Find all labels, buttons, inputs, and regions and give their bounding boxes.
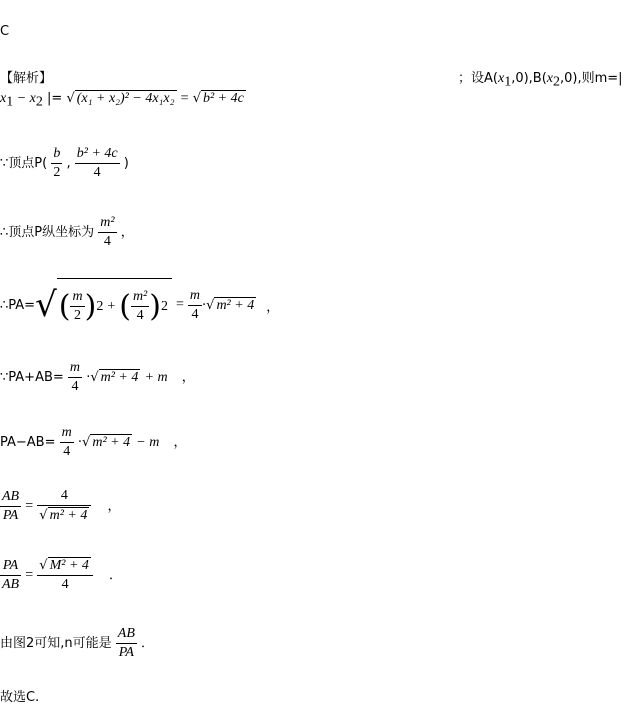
header-right-text: ；设$A(x_1,0),B(x_2,0)$,则m=| xyxy=(458,71,623,90)
final-answer: 故选C. xyxy=(0,690,40,705)
conclusion-line: 由图2可知,n可能是 $\frac{AB}{PA}$ ． xyxy=(0,626,155,660)
pa-plus-ab-line: ∵PA+AB= $\frac{m}{4}$ ·√ m² + 4 + m ， xyxy=(0,360,195,394)
analysis-label: 【解析】 xyxy=(0,71,53,86)
ratio-ab-pa: $\frac{AB}{PA}$ = $\frac{4}{\text{√ m² + 4}}$ ， xyxy=(2,488,121,523)
answer-letter: C xyxy=(0,24,10,39)
vertex-line: ∵顶点P( $\frac{b}{2}$ , $\frac{\text{b² + 4c}}{4}$ ) xyxy=(0,146,129,180)
distance-formula: $x_1 - x_2$ |= √ (x₁ + x₂)² − 4x₁x₂ = √ b² + 4c xyxy=(0,91,244,110)
ordinate-line: ∴顶点P纵坐标为 $\frac{\text{m²}}{4}$ ， xyxy=(0,215,134,249)
pa-minus-ab-line: PA−AB= $\frac{m}{4}$ ·√ m² + 4 − m ， xyxy=(0,425,187,459)
pa-line: ∴PA= √ ( $\frac{m}{2}$ ) 2 + ( $\frac{\text{m²}}{4}$ ) 2 = $\frac{m}{4}$ · √ m² + 4 ， xyxy=(0,278,279,332)
ratio-pa-ab: $\frac{PA}{AB}$ = $\frac{\text{√ M² + 4}}{4}$ ． xyxy=(2,557,123,592)
